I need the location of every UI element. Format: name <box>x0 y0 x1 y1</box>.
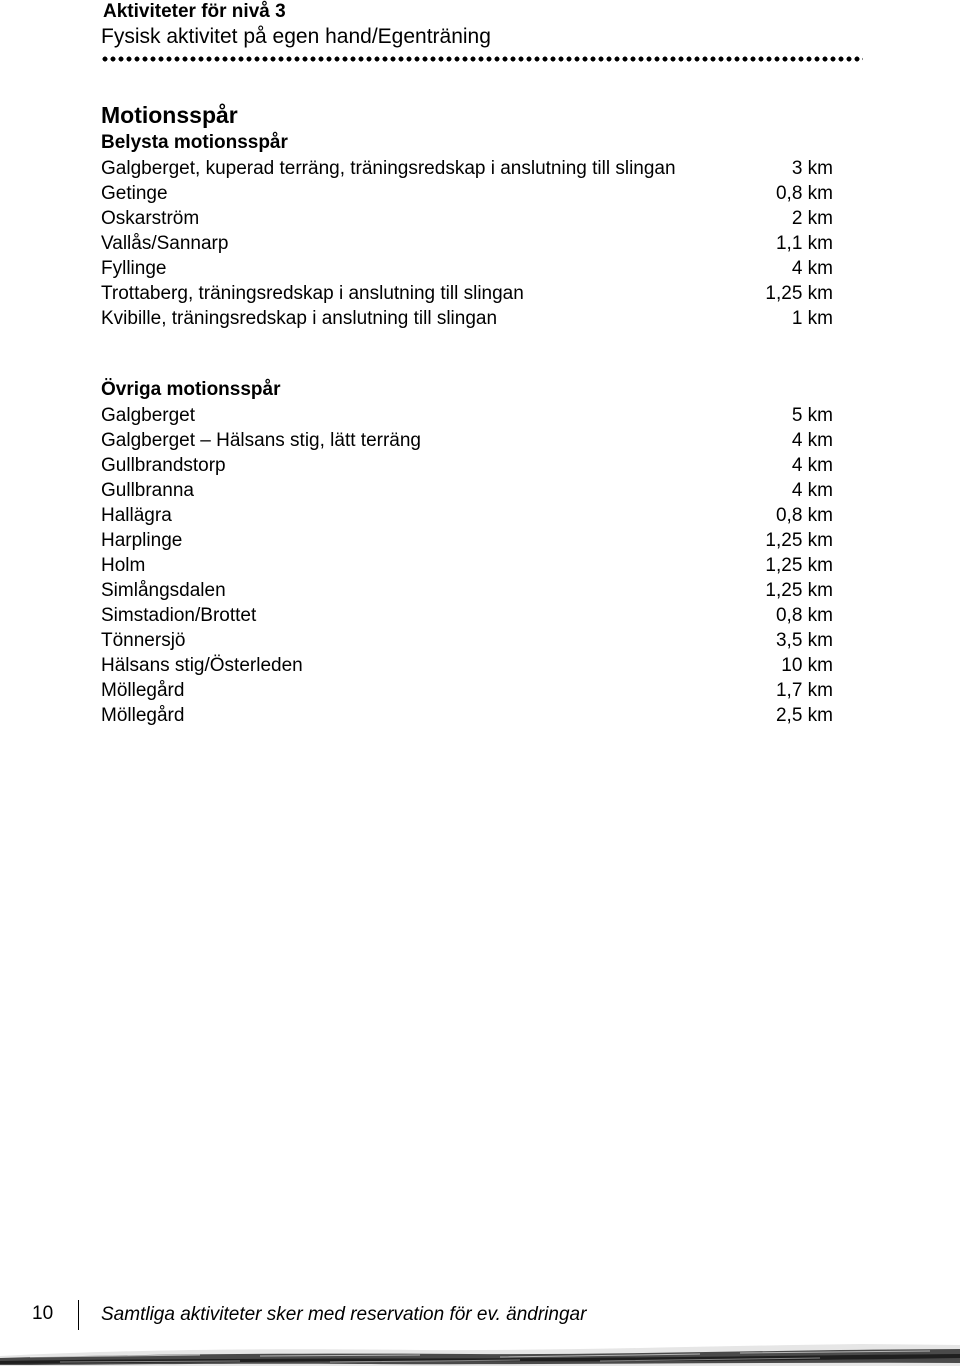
trail-name: Tönnersjö <box>101 630 186 651</box>
trail-name: Simlångsdalen <box>101 580 226 601</box>
page-number: 10 <box>32 1303 54 1324</box>
trail-name: Harplinge <box>101 530 183 551</box>
trail-distance: 3 km <box>791 158 833 179</box>
list-item <box>101 256 833 281</box>
trail-distance: 2,5 km <box>775 705 833 726</box>
trail-distance: 1,25 km <box>765 530 833 551</box>
ovriga-list <box>101 378 833 728</box>
trail-distance: 1 km <box>791 308 833 329</box>
header-title: Aktiviteter för nivå 3 <box>103 1 286 22</box>
trail-name: Vallås/Sannarp <box>101 233 229 254</box>
belysta-heading: Belysta motionsspår <box>101 132 288 153</box>
section-title: Motionsspår <box>101 102 238 128</box>
trail-name: Kvibille, träningsredskap i anslutning till slingan <box>101 308 498 329</box>
trail-name: Gullbrandstorp <box>101 455 226 476</box>
trail-name: Simstadion/Brottet <box>101 605 257 626</box>
dotted-divider <box>101 55 863 63</box>
trail-name: Möllegård <box>101 705 185 726</box>
ovriga-heading: Övriga motionsspår <box>101 379 281 400</box>
list-item <box>101 281 833 306</box>
list-item <box>101 678 833 703</box>
list-item <box>101 478 833 503</box>
trail-name: Galgberget, kuperad terräng, träningsredskap i anslutning till slingan <box>101 158 676 179</box>
belysta-list <box>101 131 833 331</box>
trail-name: Trottaberg, träningsredskap i anslutning till slingan <box>101 283 524 304</box>
list-item <box>101 231 833 256</box>
trail-distance: 5 km <box>791 405 833 426</box>
trail-distance: 0,8 km <box>775 505 833 526</box>
list-item <box>101 553 833 578</box>
list-item <box>101 628 833 653</box>
trail-distance: 0,8 km <box>775 183 833 204</box>
trail-name: Getinge <box>101 183 168 204</box>
trail-distance: 4 km <box>791 455 833 476</box>
header-subtitle: Fysisk aktivitet på egen hand/Egenträning <box>101 25 491 48</box>
trail-distance: 1,1 km <box>775 233 833 254</box>
list-item <box>101 206 833 231</box>
trail-name: Holm <box>101 555 146 576</box>
trail-name: Galgberget <box>101 405 196 426</box>
trail-distance: 4 km <box>791 430 833 451</box>
trail-distance: 1,25 km <box>765 283 833 304</box>
trail-name: Fyllinge <box>101 258 167 279</box>
list-item <box>101 503 833 528</box>
trail-distance: 1,25 km <box>765 580 833 601</box>
trail-distance: 2 km <box>791 208 833 229</box>
trail-distance: 1,25 km <box>765 555 833 576</box>
list-item <box>101 603 833 628</box>
trail-distance: 4 km <box>791 258 833 279</box>
trail-name: Hälsans stig/Österleden <box>101 655 303 676</box>
list-item <box>101 528 833 553</box>
list-item <box>101 181 833 206</box>
trail-distance: 1,7 km <box>775 680 833 701</box>
list-item <box>101 703 833 728</box>
list-item <box>101 453 833 478</box>
trail-distance: 0,8 km <box>775 605 833 626</box>
trail-distance: 4 km <box>791 480 833 501</box>
list-item <box>101 428 833 453</box>
trail-name: Gullbranna <box>101 480 194 501</box>
list-item <box>101 578 833 603</box>
trail-distance: 10 km <box>781 655 833 676</box>
trail-name: Hallägra <box>101 505 172 526</box>
trail-name: Möllegård <box>101 680 185 701</box>
trail-name: Galgberget – Hälsans stig, lätt terräng <box>101 430 422 451</box>
footer-divider <box>78 1300 79 1330</box>
trail-name: Oskarström <box>101 208 200 229</box>
trail-distance: 3,5 km <box>775 630 833 651</box>
footer-note: Samtliga aktiviteter sker med reservation för ev. ändringar <box>101 1304 587 1325</box>
list-item <box>101 156 833 181</box>
list-item <box>101 653 833 678</box>
list-item <box>101 306 833 331</box>
brush-stroke-decoration <box>0 1336 960 1366</box>
list-item <box>101 403 833 428</box>
